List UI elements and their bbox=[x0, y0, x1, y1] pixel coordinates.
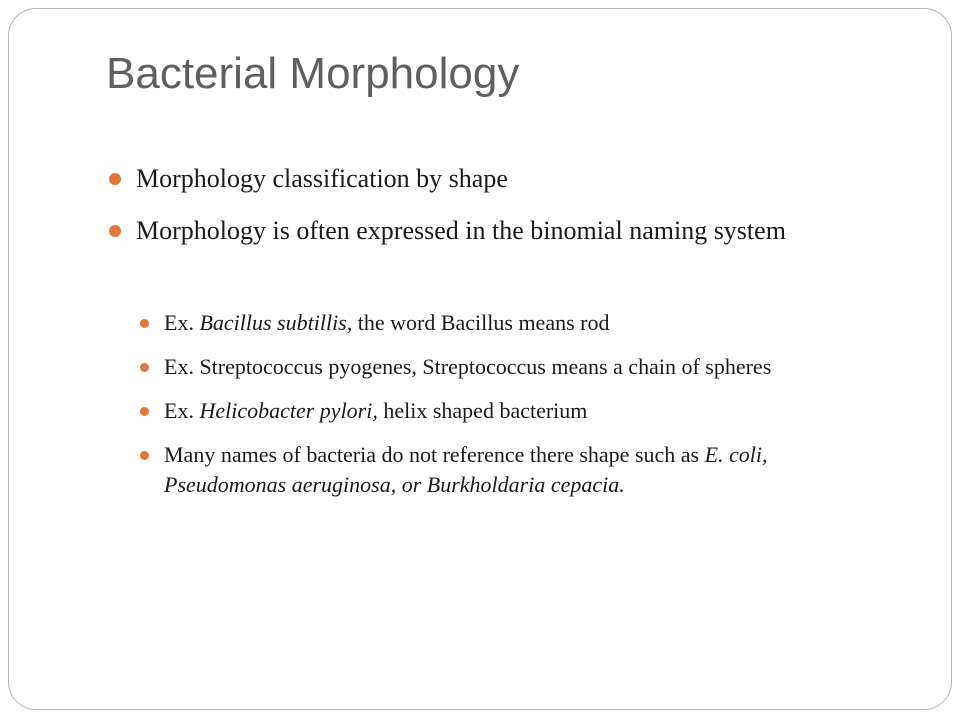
sub-bullet-item bbox=[136, 308, 876, 338]
bullet-list bbox=[106, 162, 886, 266]
bullet-dot-icon bbox=[109, 225, 121, 237]
sub-bullet-italic: Bacillus subtillis, bbox=[199, 310, 353, 335]
sub-bullet-rest: helix shaped bacterium bbox=[377, 398, 588, 423]
sub-bullet-prefix: Many names of bacteria do not reference there shape such as bbox=[164, 442, 705, 467]
sub-bullet-italic: Helicobacter pylori, bbox=[199, 398, 378, 423]
sub-bullet-dot-icon bbox=[140, 319, 149, 328]
sub-bullet-rest: the word Bacillus means rod bbox=[352, 310, 610, 335]
sub-bullet-prefix: Ex. bbox=[164, 398, 200, 423]
sub-bullet-item bbox=[136, 440, 876, 500]
sub-bullet-item bbox=[136, 396, 876, 426]
sub-bullet-list bbox=[136, 308, 876, 514]
bullet-item bbox=[106, 162, 886, 196]
sub-bullet-dot-icon bbox=[140, 363, 149, 372]
sub-bullet-italic: E. coli, Pseudomonas aeruginosa, or Burkholdaria cepacia. bbox=[164, 442, 768, 497]
sub-bullet-prefix: Ex. Streptococcus pyogenes, Streptococcus means a chain of spheres bbox=[164, 354, 772, 379]
bullet-text: Morphology classification by shape bbox=[136, 164, 508, 193]
sub-bullet-dot-icon bbox=[140, 451, 149, 460]
sub-bullet-item bbox=[136, 352, 876, 382]
slide-title: Bacterial Morphology bbox=[106, 49, 520, 98]
bullet-item bbox=[106, 214, 886, 248]
sub-bullet-dot-icon bbox=[140, 407, 149, 416]
bullet-text: Morphology is often expressed in the binomial naming system bbox=[136, 216, 786, 245]
bullet-dot-icon bbox=[109, 173, 121, 185]
sub-bullet-prefix: Ex. bbox=[164, 310, 200, 335]
